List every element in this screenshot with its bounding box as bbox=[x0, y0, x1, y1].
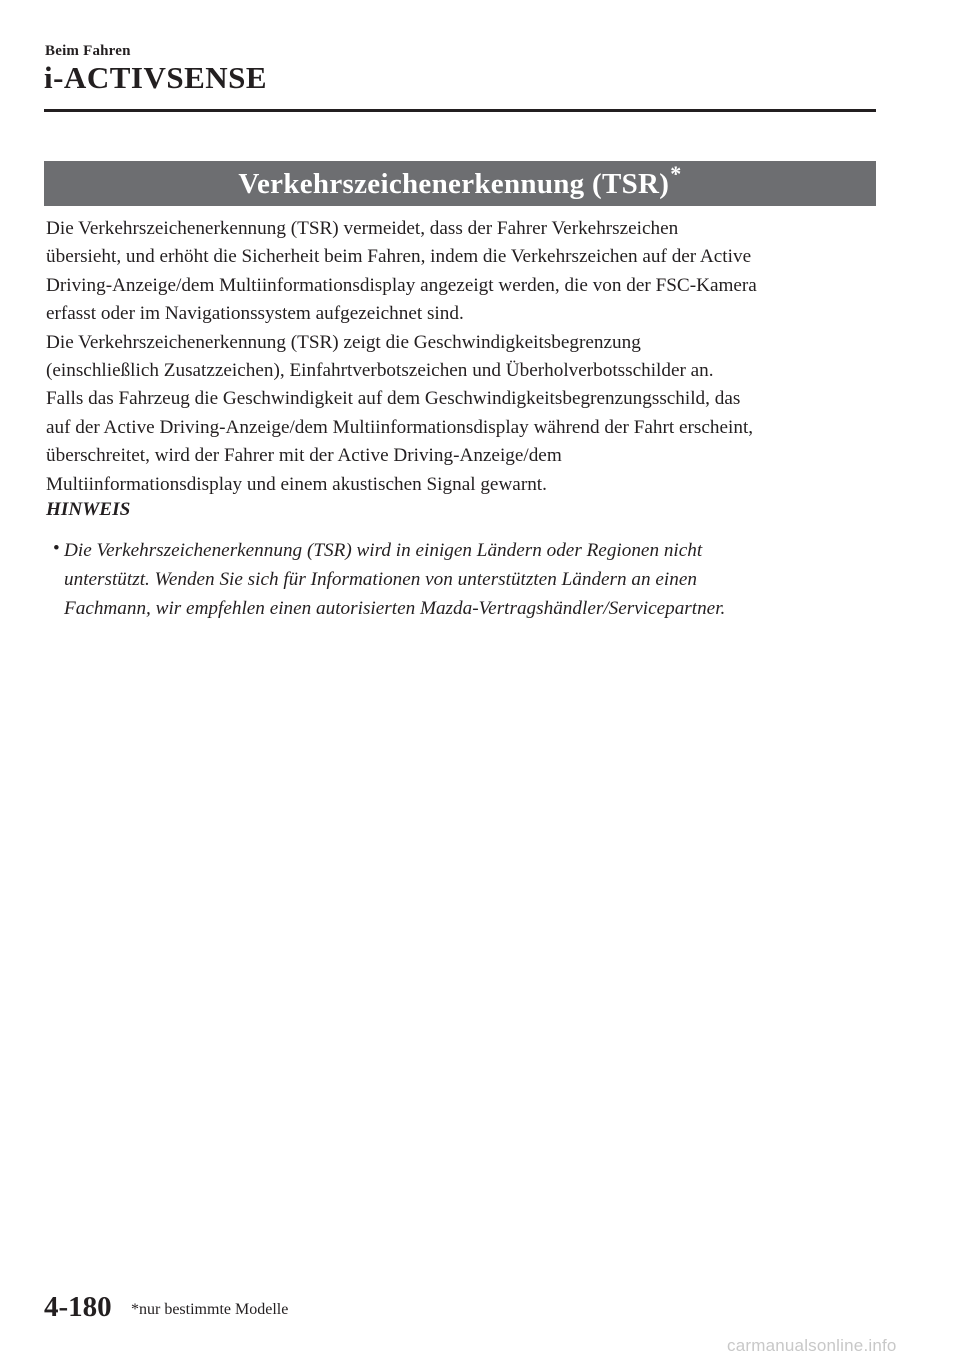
note-line: Die Verkehrszeichenerkennung (TSR) wird in einigen Ländern oder Regionen nicht bbox=[64, 540, 703, 561]
body-line: auf der Active Driving-Anzeige/dem Multiinformationsdisplay während der Fahrt erscheint, bbox=[46, 416, 754, 438]
body-line: erfasst oder im Navigationssystem aufgezeichnet sind. bbox=[46, 303, 464, 325]
body-line: übersieht, und erhöht die Sicherheit beim Fahren, indem die Verkehrszeichen auf der Active bbox=[46, 246, 752, 268]
note-item bbox=[46, 536, 876, 623]
footnote: *nur bestimmte Modelle bbox=[131, 1301, 289, 1318]
chapter-title: i-ACTIVSENSE bbox=[44, 60, 268, 95]
body-line: Falls das Fahrzeug die Geschwindigkeit auf dem Geschwindigkeitsbegrenzungsschild, das bbox=[46, 388, 741, 410]
bullet-icon: • bbox=[53, 538, 60, 559]
page-number: 4-180 bbox=[44, 1291, 112, 1323]
body-line: überschreitet, wird der Fahrer mit der Active Driving-Anzeige/dem bbox=[46, 445, 562, 467]
section-title: Verkehrszeichenerkennung (TSR) bbox=[238, 168, 670, 200]
section-title-bar bbox=[44, 161, 876, 206]
section-label: Beim Fahren bbox=[45, 43, 131, 59]
body-line: Die Verkehrszeichenerkennung (TSR) zeigt die Geschwindigkeitsbegrenzung bbox=[46, 331, 641, 353]
model-restriction-asterisk: * bbox=[670, 161, 682, 186]
note-line: Fachmann, wir empfehlen einen autorisierten Mazda-Vertragshändler/Servicepartner. bbox=[64, 598, 726, 619]
body-line: Driving-Anzeige/dem Multiinformationsdisplay angezeigt werden, die von der FSC-Kamera bbox=[46, 274, 757, 296]
header-divider bbox=[44, 109, 876, 112]
body-line: Multiinformationsdisplay und einem akustischen Signal gewarnt. bbox=[46, 473, 547, 495]
watermark: carmanualsonline.info bbox=[727, 1336, 897, 1355]
note-line: unterstützt. Wenden Sie sich für Informationen von unterstützten Ländern an einen bbox=[64, 569, 697, 590]
note-text bbox=[64, 536, 876, 623]
body-line: Die Verkehrszeichenerkennung (TSR) vermeidet, dass der Fahrer Verkehrszeichen bbox=[46, 218, 679, 239]
body-text bbox=[46, 215, 878, 499]
body-line: (einschließlich Zusatzzeichen), Einfahrtverbotszeichen und Überholverbotsschilder an. bbox=[46, 360, 714, 382]
note-heading: HINWEIS bbox=[46, 499, 131, 520]
